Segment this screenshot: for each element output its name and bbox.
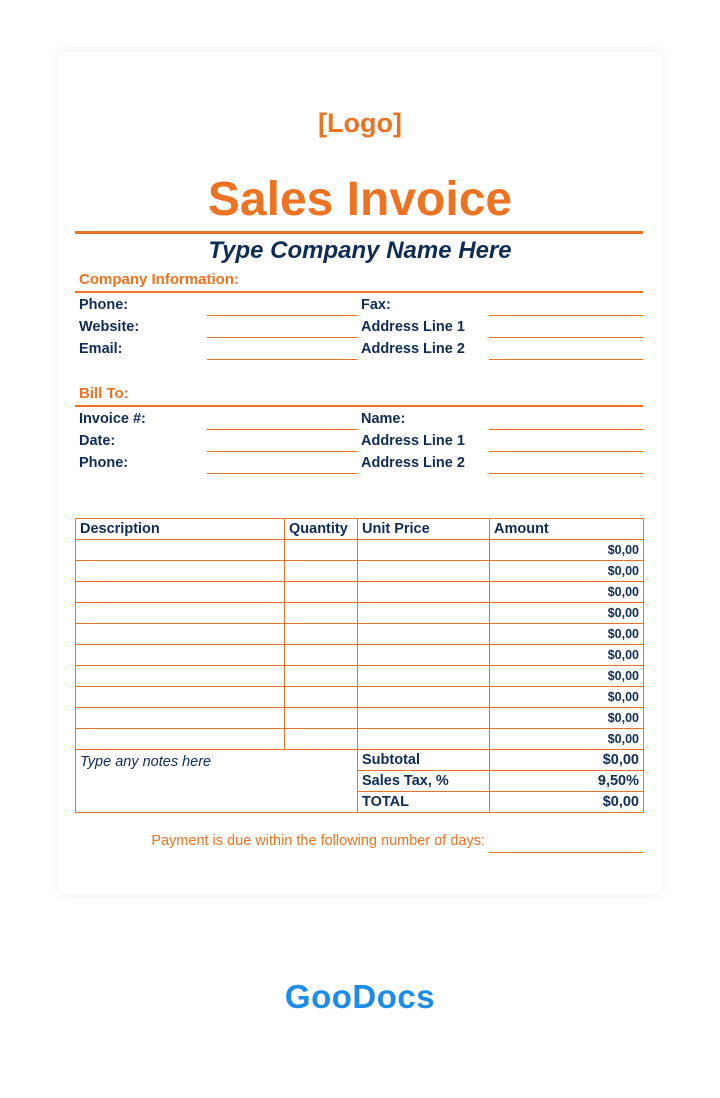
table-row bbox=[76, 687, 644, 708]
header-description: Description bbox=[76, 519, 285, 540]
amount-cell: $0,00 bbox=[490, 624, 644, 645]
company-info-divider bbox=[75, 291, 643, 293]
table-row bbox=[76, 582, 644, 603]
unit-price-cell[interactable] bbox=[358, 687, 490, 708]
description-cell[interactable] bbox=[76, 687, 285, 708]
amount-cell: $0,00 bbox=[490, 666, 644, 687]
amount-cell: $0,00 bbox=[490, 708, 644, 729]
payment-days-field[interactable] bbox=[489, 852, 643, 853]
quantity-cell[interactable] bbox=[285, 561, 358, 582]
quantity-cell[interactable] bbox=[285, 624, 358, 645]
bill-address2-field[interactable] bbox=[489, 473, 643, 474]
quantity-cell[interactable] bbox=[285, 666, 358, 687]
goodocs-brand-logo: GooDocs bbox=[284, 978, 436, 1015]
payment-terms-text: Payment is due within the following number of days: bbox=[151, 833, 485, 849]
total-value: $0,00 bbox=[490, 792, 644, 813]
table-row bbox=[76, 708, 644, 729]
logo-placeholder: [Logo] bbox=[318, 108, 402, 138]
sales-tax-label: Sales Tax, % bbox=[358, 771, 490, 792]
quantity-cell[interactable] bbox=[285, 582, 358, 603]
company-phone-label: Phone: bbox=[79, 297, 129, 313]
company-email-field[interactable] bbox=[207, 359, 357, 360]
company-fax-label: Fax: bbox=[361, 297, 391, 313]
bill-phone-label: Phone: bbox=[79, 455, 129, 471]
bill-to-divider bbox=[75, 405, 643, 407]
header-amount: Amount bbox=[490, 519, 644, 540]
bill-to-heading: Bill To: bbox=[79, 385, 129, 402]
description-cell[interactable] bbox=[76, 603, 285, 624]
bill-address2-label: Address Line 2 bbox=[361, 455, 465, 471]
bill-name-field[interactable] bbox=[489, 429, 643, 430]
unit-price-cell[interactable] bbox=[358, 708, 490, 729]
items-table bbox=[75, 518, 644, 813]
bill-phone-field[interactable] bbox=[207, 473, 357, 474]
unit-price-cell[interactable] bbox=[358, 645, 490, 666]
amount-cell: $0,00 bbox=[490, 645, 644, 666]
quantity-cell[interactable] bbox=[285, 729, 358, 750]
description-cell[interactable] bbox=[76, 645, 285, 666]
quantity-cell[interactable] bbox=[285, 708, 358, 729]
company-name: Type Company Name Here bbox=[208, 237, 512, 264]
table-row bbox=[76, 666, 644, 687]
subtotal-value: $0,00 bbox=[490, 750, 644, 771]
invoice-number-label: Invoice #: bbox=[79, 411, 146, 427]
company-phone-field[interactable] bbox=[207, 315, 357, 316]
subtotal-label: Subtotal bbox=[358, 750, 490, 771]
notes-field[interactable]: Type any notes here bbox=[76, 750, 358, 813]
unit-price-cell[interactable] bbox=[358, 729, 490, 750]
company-website-field[interactable] bbox=[207, 337, 357, 338]
header-quantity: Quantity bbox=[285, 519, 358, 540]
title-divider bbox=[75, 231, 643, 234]
amount-cell: $0,00 bbox=[490, 561, 644, 582]
unit-price-cell[interactable] bbox=[358, 561, 490, 582]
total-label: TOTAL bbox=[358, 792, 490, 813]
unit-price-cell[interactable] bbox=[358, 603, 490, 624]
table-row bbox=[76, 729, 644, 750]
quantity-cell[interactable] bbox=[285, 645, 358, 666]
description-cell[interactable] bbox=[76, 561, 285, 582]
company-address2-field[interactable] bbox=[489, 359, 643, 360]
unit-price-cell[interactable] bbox=[358, 540, 490, 561]
table-row bbox=[76, 603, 644, 624]
company-email-label: Email: bbox=[79, 341, 123, 357]
invoice-title: Sales Invoice bbox=[207, 173, 513, 226]
unit-price-cell[interactable] bbox=[358, 666, 490, 687]
company-info-heading: Company Information: bbox=[79, 271, 239, 288]
amount-cell: $0,00 bbox=[490, 603, 644, 624]
invoice-date-label: Date: bbox=[79, 433, 116, 449]
unit-price-cell[interactable] bbox=[358, 582, 490, 603]
bill-address1-field[interactable] bbox=[489, 451, 643, 452]
company-website-label: Website: bbox=[79, 319, 140, 335]
quantity-cell[interactable] bbox=[285, 603, 358, 624]
company-address1-field[interactable] bbox=[489, 337, 643, 338]
description-cell[interactable] bbox=[76, 729, 285, 750]
description-cell[interactable] bbox=[76, 540, 285, 561]
table-row bbox=[76, 624, 644, 645]
amount-cell: $0,00 bbox=[490, 540, 644, 561]
amount-cell: $0,00 bbox=[490, 729, 644, 750]
amount-cell: $0,00 bbox=[490, 582, 644, 603]
table-row bbox=[76, 540, 644, 561]
quantity-cell[interactable] bbox=[285, 687, 358, 708]
description-cell[interactable] bbox=[76, 708, 285, 729]
header-unit-price: Unit Price bbox=[358, 519, 490, 540]
unit-price-cell[interactable] bbox=[358, 624, 490, 645]
subtotal-row bbox=[76, 750, 644, 771]
table-row bbox=[76, 561, 644, 582]
company-address1-label: Address Line 1 bbox=[361, 319, 465, 335]
description-cell[interactable] bbox=[76, 666, 285, 687]
table-row bbox=[76, 645, 644, 666]
company-address2-label: Address Line 2 bbox=[361, 341, 465, 357]
sales-tax-value[interactable]: 9,50% bbox=[490, 771, 644, 792]
description-cell[interactable] bbox=[76, 624, 285, 645]
invoice-date-field[interactable] bbox=[207, 451, 357, 452]
description-cell[interactable] bbox=[76, 582, 285, 603]
table-header-row bbox=[76, 519, 644, 540]
bill-address1-label: Address Line 1 bbox=[361, 433, 465, 449]
amount-cell: $0,00 bbox=[490, 687, 644, 708]
company-fax-field[interactable] bbox=[489, 315, 643, 316]
invoice-number-field[interactable] bbox=[207, 429, 357, 430]
bill-name-label: Name: bbox=[361, 411, 406, 427]
quantity-cell[interactable] bbox=[285, 540, 358, 561]
